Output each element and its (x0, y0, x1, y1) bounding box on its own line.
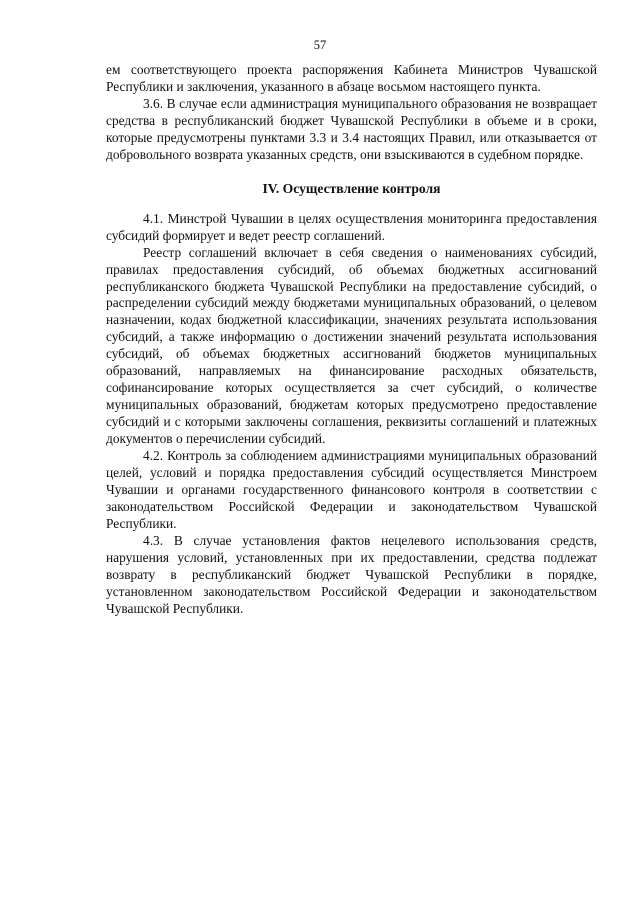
paragraph-registry: Реестр соглашений включает в себя сведения о наименованиях субсидий, правилах предоставления субсидий, об объемах бюджетных ассигнований республиканского бюджета Чувашской Республики на предоставление субсидий, о распределении субсидий между бюджетами муниципальных образований, о целевом назначении, кодах бюджетной классификации, значениях результата использования субсидий, а также информацию о достижении значений результата использования субсидий, об объемах бюджетных ассигнований бюджетов муниципальных образований, направляемых на финансирование расходных обязательств, софинансирование которых осуществляется за счет субсидий, о количестве муниципальных образований, бюджетам которых предусмотрено предоставление субсидий и с которыми заключены соглашения, реквизиты соглашений и платежных документов о перечислении субсидий. (106, 244, 597, 447)
paragraph-3-6: 3.6. В случае если администрация муниципального образования не возвращает средства в республиканский бюджет Чувашской Республики в объеме и в сроки, которые предусмотрены пунктами 3.3 и 3.4 настоящих Правил, или отказывается от добровольного возврата указанных средств, они взыскиваются в судебном порядке. (106, 95, 597, 162)
paragraph-4-1: 4.1. Минстрой Чувашии в целях осуществления мониторинга предоставления субсидий формирует и ведет реестр соглашений. (106, 210, 597, 243)
paragraph-continuation: ем соответствующего проекта распоряжения Кабинета Министров Чувашской Республики и заключения, указанного в абзаце восьмом настоящего пункта. (106, 62, 597, 94)
paragraph-4-2: 4.2. Контроль за соблюдением администрациями муниципальных образований целей, условий и порядка предоставления субсидий осуществляется Минстроем Чувашии и органами государственного финансового контроля в соответствии с законодательством Российской Федерации и законодательством Чувашской Республики. (106, 448, 597, 531)
page-number: 57 (313, 38, 327, 52)
paragraph-4-3: 4.3. В случае установления фактов нецелевого использования средств, нарушения условий, установленных при их предоставлении, средства подлежат возврату в республиканский бюджет Чувашской Республики в порядке, установленном законодательством Российской Федерации и законодательством Чувашской Республики. (106, 532, 597, 616)
document-body (106, 62, 597, 618)
section-heading: IV. Осуществление контроля (262, 180, 441, 196)
